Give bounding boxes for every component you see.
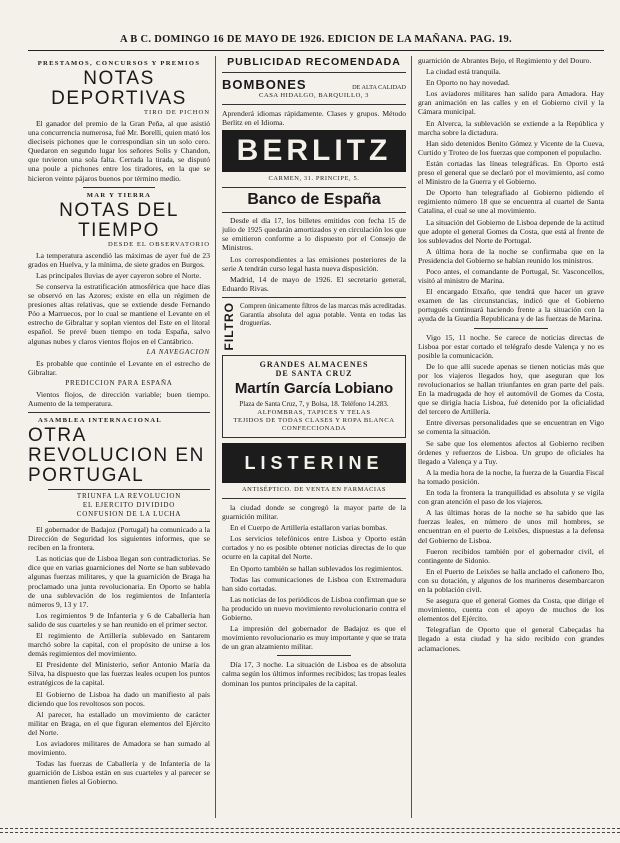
column-divider	[215, 56, 216, 818]
divider	[222, 498, 406, 499]
divider	[222, 297, 406, 298]
article-paragraph: De Oporto han telegrafiado al Gobierno pidiendo el regimiento número 18 que se encuentra al cuartel de Santa Catalina, el cual se une al movimiento.	[418, 188, 604, 216]
article-paragraph: En Oporto no hay novedad.	[426, 78, 510, 88]
article-paragraph: En toda la frontera la tranquilidad es absoluta y se vigila con gran atención el paso de los viajeros.	[418, 488, 604, 507]
article-paragraph: Fueron recibidos también por el gobernador civil, el contingente de Sidonio.	[418, 546, 604, 565]
listerine-logo: LISTERINE	[222, 443, 406, 483]
subheading-line: TRIUNFA LA REVOLUCION	[76, 491, 182, 500]
subsection-label: LA NAVEGACION	[146, 347, 210, 356]
article-paragraph: Las principales lluvias de ayer cayeron sobre el Norte.	[36, 270, 202, 280]
article-paragraph: Han sido detenidos Benito Gómez y Vicente de la Cueva, Curtido y Troteo de los fuerzas que componen el populacho.	[418, 138, 604, 157]
article-paragraph: Es probable que continúe el Levante en el estrecho de Gibraltar.	[28, 358, 210, 377]
ad-filtro	[222, 302, 406, 350]
article-paragraph: El ganador del premio de la Gran Peña, al que asistió una concurrencia numerosa, fué Mr. Borelli, quien mató los dieciseis pichones que le correspondian sin un solo cero. Quedaron en segundo lugar los señores Solis y Chandon, que tuvieron una sola falta. Cerrada la tirada, se disputó una poule a pichones entre los tiradores, en la que se hicieron veinte pájaros buenos por término medio.	[28, 119, 210, 183]
column-middle	[222, 56, 406, 818]
article-paragraph: El regimiento de Artillería sublevado en Santarem marchó sobre la capital, con el propósito de unirse a los demás regimientos del movimiento.	[28, 631, 210, 659]
column-left	[28, 56, 210, 818]
article-paragraph: El encargado Etxaño, que tendrá que hacer un grave examen de las circunstancias, indicó que el Gobierno portugués continuará haciendo frente a la situación con la ayuda de la Guardia Republicana y de las fuerzas de Marina.	[418, 287, 604, 324]
byline: TIRO DE PICHON	[143, 109, 210, 116]
berlitz-logo: BERLITZ	[222, 130, 406, 172]
article-paragraph: En el Puerto de Leixões se halla anclado el cañonero Ibo, con su dotación, y algunos de los marineros desembarcaron en la población civil.	[418, 566, 604, 594]
article-paragraph: la ciudad donde se congregó la mayor parte de la guarnición militar.	[222, 502, 406, 522]
article-paragraph: Los aviadores militares han salido para Amadora. Hay gran animación en las calles y en el Gobierno civil y la Cámara municipal.	[418, 89, 604, 117]
column-right	[418, 56, 604, 818]
section-kicker: PRESTAMOS, CONCURSOS Y PREMIOS	[37, 60, 201, 67]
article-paragraph: El Presidente del Ministerio, señor Antonio María da Silva, ha dispuesto que las fuerzas leales ocupen los puntos estratégicos de la capital.	[28, 660, 210, 688]
ad-brand: Martín García Lobiano	[234, 380, 394, 398]
subheading-line: CONFUSION DE LA LUCHA	[76, 509, 182, 518]
ad-text: Compren únicamente filtros de las marcas más acreditadas. Garantía absoluta del agua potable. Venta en todas las droguerías.	[240, 301, 406, 328]
subheading-line: EL EJERCITO DIVIDIDO	[82, 500, 176, 509]
divider	[222, 72, 406, 73]
divider	[28, 412, 210, 413]
ad-bombones	[222, 77, 406, 92]
ad-brand: BOMBONES	[222, 77, 307, 92]
article-paragraph: Vigo 15, 11 noche. Se carece de noticias directas de Lisboa por estar cortado el telégrafo desde Valença y no es posible la comunicación.	[418, 332, 604, 360]
article-paragraph: Al parecer, ha estallado un movimiento de carácter militar en Braga, en el que figuran elementos del Ejército del Norte.	[28, 709, 210, 737]
ad-kicker: DE SANTA CRUZ	[275, 369, 353, 379]
article-paragraph: Los aviadores militares de Amadora se han sumado al movimiento.	[28, 739, 210, 758]
notice-paragraph: Los correspondientes a las emisiones posteriores de la serie A tendrán curso legal hasta nueva disposición.	[222, 254, 406, 273]
ad-address: CARMEN, 31. PRINCIPE, 5.	[268, 175, 360, 183]
headline-portugal: OTRA REVOLUCION EN PORTUGAL	[28, 424, 205, 486]
article-paragraph: Entre diversas personalidades que se encuentran en Vigo se comenta la situación.	[418, 418, 604, 437]
divider	[222, 104, 406, 105]
subheading-box	[48, 489, 210, 522]
article-paragraph: La situación del Gobierno de Lisboa depende de la actitud que adopte el general Gomes da Costa, que está al frente de los sublevados del Norte de Portugal.	[418, 217, 604, 245]
article-paragraph: De lo que allí sucede apenas se tienen noticias más que por los viajeros llegados hoy, que aseguran que los revolucionarios se hallan triunfantes en gran parte del país. En la madrugada de hoy el automóvil de Gomes da Costa, que se dirigía hacia Lisboa, fué detenido por la oficialidad del tercero de Artillería.	[418, 361, 604, 417]
divider	[83, 187, 156, 188]
header-rule	[28, 50, 604, 51]
section-kicker: ASAMBLEA INTERNACIONAL	[38, 416, 163, 424]
article-paragraph: El Gobierno de Lisboa ha dado un manifiesto al país diciendo que los revoltosos son pocos.	[28, 689, 210, 708]
page-header: A B C. DOMINGO 16 DE MAYO DE 1926. EDICION DE LA MAÑANA. PAG. 19.	[120, 34, 512, 45]
article-paragraph: Poco antes, el comandante de Portugal, Sr. Vasconcellos, visitó al ministro de Marina.	[418, 266, 604, 286]
article-paragraph: guarnición de Abrantes Bejo, el Regimiento y del Douro.	[418, 56, 592, 65]
article-paragraph: Todas las fuerzas de Caballería y de Infantería de la guarnición de Lisboa están en sus cuarteles y al parecer se mantienen fieles al Gobierno.	[28, 759, 210, 787]
ad-line: ALFOMBRAS, TAPICES Y TELAS	[257, 408, 371, 416]
notice-paragraph: Desde el día 17, los billetes emitidos con fecha 15 de julio de 1925 quedarán amortizados y en circulación los que se emitieron conforme a lo dispuesto por el Consejo de Ministros.	[222, 216, 406, 253]
article-paragraph: La ciudad está tranquila.	[426, 67, 501, 77]
ad-address: CASA HIDALGO, BARQUILLO, 3	[259, 92, 369, 99]
article-paragraph: Los regimientos 9 de Infantería y 6 de Caballería han salido de sus cuarteles y se han reunido en el primer sector.	[28, 610, 210, 629]
article-paragraph: Se conserva la estratificación atmosférica que hace días se observó en las Azores; existe en ella un régimen de presiones altas relativas, que se extiende desde Fernando Póo a Marruecos, por lo cual se mantiene el Levante en el estrecho de Gibraltar y soplan vientos del Este en el litoral español. Se prevé buen tiempo en toda España, salvo algunas nubes y claros vientos flojos en el Cantábrico.	[28, 281, 210, 346]
article-paragraph: Las noticias de los periódicos de Lisboa confirman que se ha producido un nuevo movimiento revolucionario contra el Gobierno.	[222, 594, 406, 622]
byline: DESDE EL OBSERVATORIO	[107, 240, 210, 248]
article-paragraph: Todas las comunicaciones de Lisboa con Extremadura han sido cortadas.	[222, 574, 406, 593]
ad-caption: ANTISÉPTICO. DE VENTA EN FARMACIAS	[241, 485, 387, 493]
ad-brand: FILTRO	[222, 301, 236, 351]
article-paragraph: Vientos flojos, de dirección variable; buen tiempo. Aumento de la temperatura.	[28, 389, 210, 408]
article-paragraph: Están cortadas las líneas telegráficas. En Oporto está preso el general que se declaró por el movimiento, así como el Ministro de la Guerra y el Gobierno.	[418, 158, 604, 187]
article-paragraph: Día 17, 3 noche. La situación de Lisboa es de absoluta calma según los últimos informes recibidos; las tropas leales dominan los puntos principales de la capital.	[222, 660, 406, 688]
ads-section-title: PUBLICIDAD RECOMENDADA	[227, 56, 401, 68]
article-paragraph: Se sabe que los elementos afectos al Gobierno reciben órdenes y refuerzos de Lisboa. Un grupo de oficiales ha llegado a Valença y a Tuy.	[418, 438, 604, 466]
bank-notice-title: Banco de España	[222, 187, 406, 213]
article-paragraph: Se asegura que el general Gomes da Costa, que dirige el movimiento, cuenta con el apoyo de muchos de los elementos del Ejército.	[418, 596, 604, 624]
article-paragraph: El gobernador de Badajoz (Portugal) ha comunicado a la Dirección de Seguridad los siguientes informes, que se reciben en la frontera.	[28, 524, 210, 553]
article-paragraph: A última hora de la noche se confirmaba que en la Presidencia del Gobierno se habían reunido los ministros.	[418, 246, 604, 265]
section-kicker: MAR Y TIERRA	[86, 191, 152, 199]
article-paragraph: En Alverca, la sublevación se extiende a la República y marcha sobre la dictadura.	[418, 118, 604, 137]
headline-weather: NOTAS DEL TIEMPO	[59, 199, 179, 241]
ad-tag: DE ALTA CALIDAD	[352, 84, 406, 91]
divider	[277, 655, 351, 656]
article-paragraph: En Oporto también se hallan sublevados los regimientos.	[230, 563, 403, 573]
article-paragraph: La impresión del gobernador de Badajoz es que el movimiento revolucionario es muy importante y que se trata de un gran alzamiento militar.	[222, 624, 406, 652]
article-paragraph: Las noticias que de Lisboa llegan son contradictorias. Se dice que en varias guarniciones del Norte se han sublevado algunas fuerzas militares, y que la guarnición de Braga ha proclamado una junta revolucionaria. En Oporto se habla de una sublevación de los regimientos de Infantería números 9, 13 y 17.	[28, 554, 210, 609]
ad-kicker: GRANDES ALMACENES	[259, 360, 369, 370]
headline-sports: NOTAS DEPORTIVAS	[51, 68, 187, 109]
article-paragraph: Los servicios telefónicos entre Lisboa y Oporto están cortados y no es posible obtener noticias directas de lo que ocurre en la capital del Norte.	[222, 534, 406, 562]
article-paragraph: A la media hora de la noche, la fuerza de la Guardia Fiscal ha tomado posición.	[418, 467, 604, 486]
ad-line: TEJIDOS DE TODAS CLASES Y ROPA BLANCA CONFECCIONADA	[233, 416, 395, 432]
article-paragraph: En el Cuerpo de Artillería estallaron varias bombas.	[230, 523, 388, 533]
divider	[474, 328, 548, 329]
ad-grandes-almacenes	[222, 355, 406, 438]
subsection-label: PREDICCION PARA ESPAÑA	[65, 378, 173, 387]
column-divider	[411, 56, 412, 818]
ad-address: Plaza de Santa Cruz, 7, y Bolsa, 18. Teléfono 14.283.	[239, 400, 389, 409]
footer-rule	[0, 828, 620, 833]
article-paragraph: A las últimas horas de la noche se ha sabido que las fuerzas leales, en número de unos mil hombres, se encuentran en el puerto de Leixões, dispuestas a la defensa del Gobierno de Lisboa.	[418, 508, 604, 545]
article-paragraph: Telegrafían de Oporto que el general Cabeçadas ha llegado a esta ciudad y ha sido recibido con grandes aclamaciones.	[418, 625, 604, 653]
ad-text: Aprenderá idiomas rápidamente. Clases y grupos. Método Berlitz en el Idioma.	[222, 109, 406, 128]
notice-paragraph: Madrid, 14 de mayo de 1926. El secretario general, Eduardo Rivas.	[222, 274, 406, 293]
article-paragraph: La temperatura ascendió las máximas de ayer fué de 23 grados en Huelva, y la mínima, de siete grados en Burgos.	[28, 250, 210, 269]
